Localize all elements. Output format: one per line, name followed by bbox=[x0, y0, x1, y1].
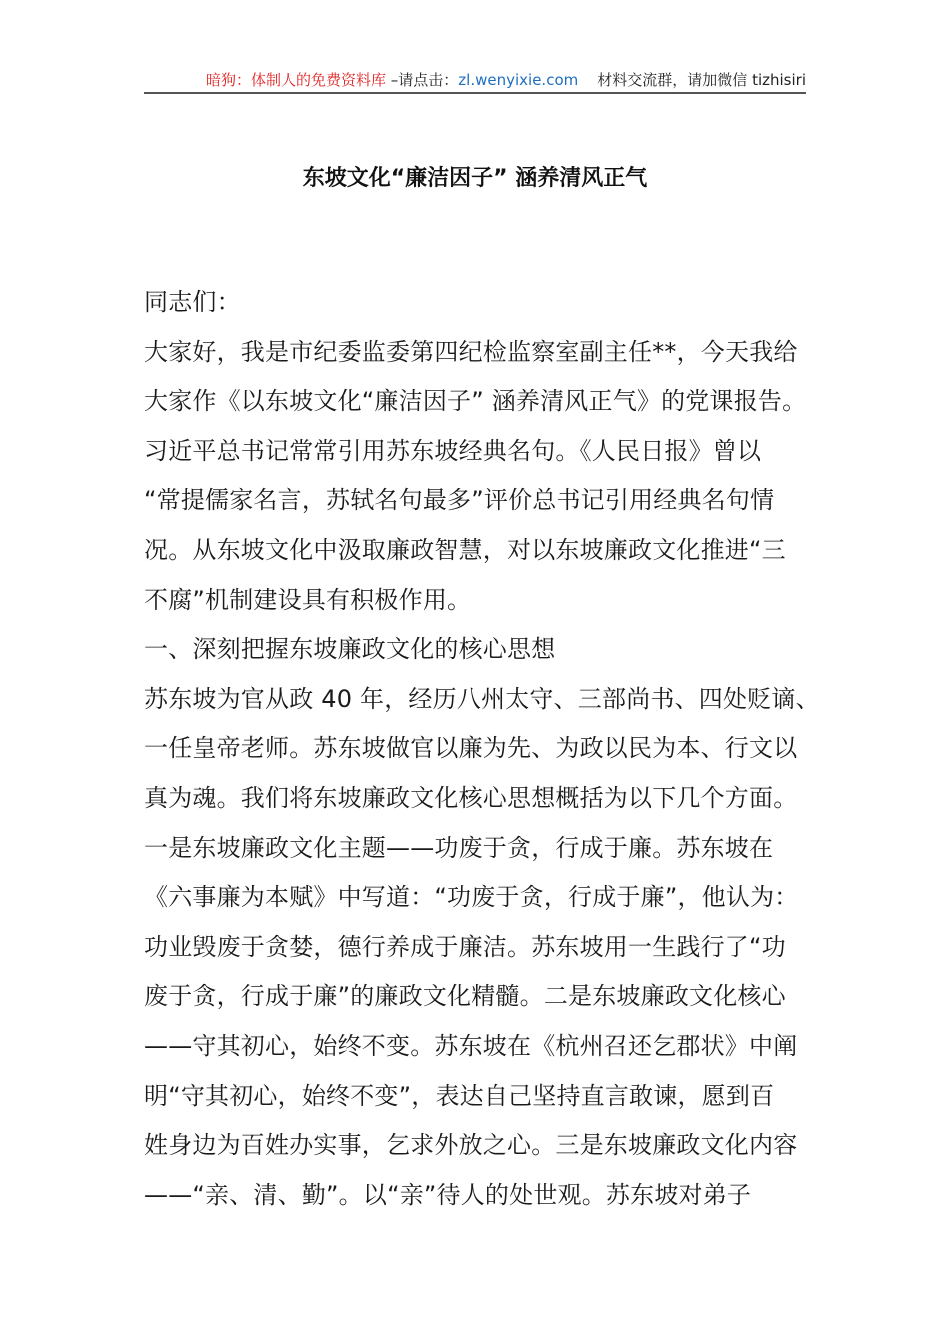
header-site-name: 暗狗：体制人的免费资料库 bbox=[206, 71, 387, 89]
text-line: 苏东坡为官从政 40 年，经历八州太守、三部尚书、四处贬谪、 bbox=[144, 684, 820, 713]
text-line: 习近平总书记常常引用苏东坡经典名句。《人民日报》曾以 bbox=[144, 436, 762, 465]
text-line: ——守其初心，始终不变。苏东坡在《杭州召还乞郡状》中阐 bbox=[144, 1031, 798, 1060]
text-line: ——“亲、清、勤”。以“亲”待人的处世观。苏东坡对弟子 bbox=[144, 1180, 752, 1209]
text-line: “常提儒家名言，苏轼名句最多”评价总书记引用经典名句情 bbox=[144, 486, 775, 515]
watermark-header bbox=[144, 68, 806, 92]
text-line: 姓身边为百姓办实事，乞求外放之心。三是东坡廉政文化内容 bbox=[144, 1131, 798, 1160]
text-line: 大家作《以东坡文化“廉洁因子” 涵养清风正气》的党课报告。 bbox=[144, 387, 807, 416]
text-line: 《六事廉为本赋》中写道：“功废于贪，行成于廉”，他认为： bbox=[144, 883, 799, 912]
text-line: 同志们： bbox=[144, 288, 241, 316]
document-title: 东坡文化“廉洁因子” 涵养清风正气 bbox=[302, 166, 648, 191]
text-line: 一是东坡廉政文化主题——功废于贪，行成于廉。苏东坡在 bbox=[144, 833, 774, 862]
text-line: 大家好，我是市纪委监委第四纪检监察室副主任**，今天我给 bbox=[144, 337, 798, 366]
text-line: 明“守其初心，始终不变”，表达自己坚持直言敢谏，愿到百 bbox=[144, 1081, 775, 1110]
text-line: 废于贪，行成于廉”的廉政文化精髓。二是东坡廉政文化核心 bbox=[144, 982, 786, 1011]
text-line: 况。从东坡文化中汲取廉政智慧，对以东坡廉政文化推进“三 bbox=[144, 535, 786, 564]
header-divider bbox=[144, 92, 806, 94]
header-contact: 材料交流群，请加微信 tizhisiri bbox=[578, 71, 806, 89]
document-body bbox=[144, 278, 820, 1220]
section-heading: 一、深刻把握东坡廉政文化的核心思想 bbox=[144, 635, 556, 664]
text-line: 真为魂。我们将东坡廉政文化核心思想概括为以下几个方面。 bbox=[144, 783, 798, 812]
text-line: 功业毁废于贪婪，德行养成于廉洁。苏东坡用一生践行了“功 bbox=[144, 932, 786, 961]
header-click-prefix: –请点击： bbox=[386, 71, 459, 89]
text-line: 一任皇帝老师。苏东坡做官以廉为先、为政以民为本、行文以 bbox=[144, 734, 798, 763]
header-link[interactable]: zl.wenyixie.com bbox=[458, 71, 579, 89]
text-line: 不腐”机制建设具有积极作用。 bbox=[144, 585, 472, 614]
